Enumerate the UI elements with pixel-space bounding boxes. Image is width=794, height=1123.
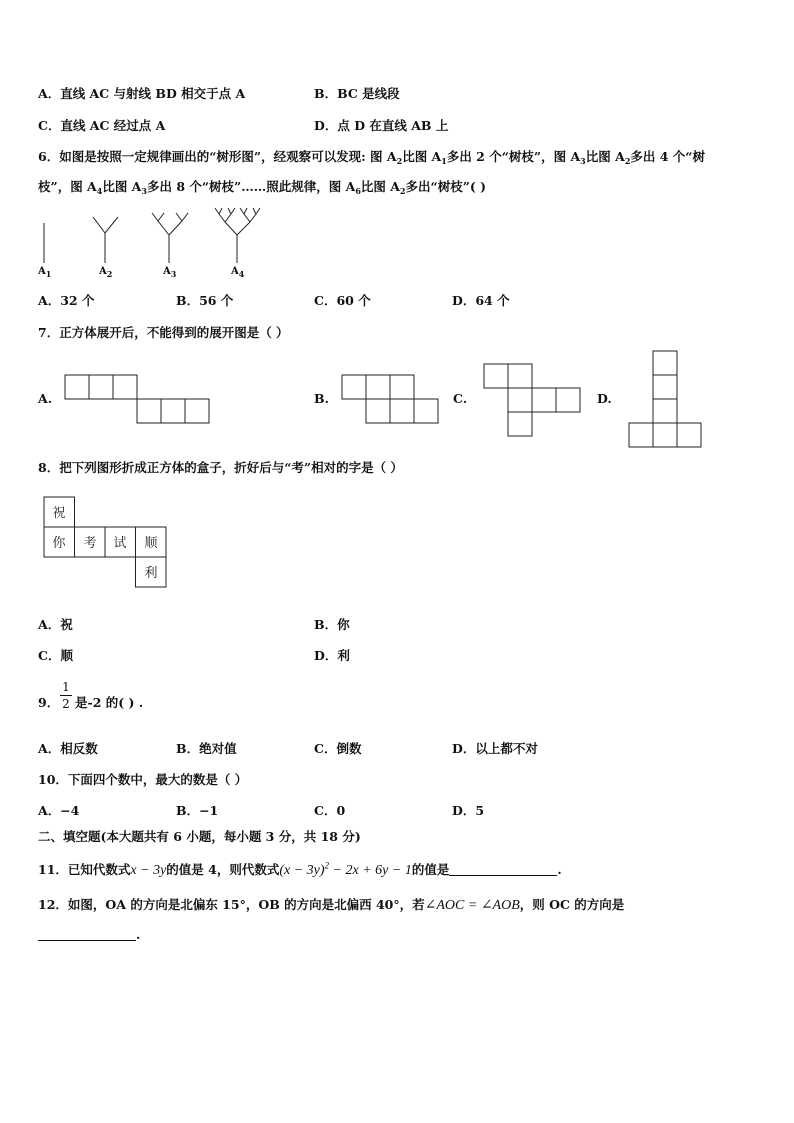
q8-cell-2: 考 [83,536,97,551]
q6-tree-figures [30,205,330,275]
q8-text: 8．把下列图形折成正方体的盒子，折好后与“考”相对的字是（ ） [38,460,403,475]
q12-expr: ∠AOC = ∠AOB [424,898,520,913]
q7-label-a: A. [38,391,53,406]
q8-option-d: D．利 [314,648,350,663]
section-2-heading: 二、填空题(本大题共有 6 小题，每小题 3 分，共 18 分) [38,829,361,844]
q6-option-b: B．56 个 [176,293,234,308]
q9-option-a: A．相反数 [38,741,98,756]
q6-option-a: A．32 个 [38,293,95,308]
q9-frac-numerator: 1 [62,680,70,694]
q8-cube-net [44,497,174,592]
q7-label-c: C. [453,391,468,406]
q6-option-d: D．64 个 [452,293,510,308]
q10-option-a: A．−4 [38,803,80,818]
q9-number: 9． [38,695,60,710]
q12-answer-blank[interactable] [38,928,136,941]
q8-option-b: B．你 [314,617,350,632]
q8-cell-4: 顺 [144,536,158,551]
q6-label-a1: $A_1$ [38,266,52,279]
q8-option-c: C．顺 [38,648,73,663]
q7-text: 7．正方体展开后，不能得到的展开图是（ ） [38,325,289,340]
q5-option-d: D．点 D 在直线 AB 上 [314,118,449,133]
q7-net-a [65,375,215,425]
q5-option-c: C．直线 AC 经过点 A [38,118,166,133]
q6-label-a2: $A_2$ [99,266,113,279]
q9-option-d: D．以上都不对 [452,741,538,756]
q11-line: 11．已知代数式x − 3y的值是 4，则代数式$(x - 3y)^2 - 2x + 6y - 1$的值是 . [38,860,562,878]
q8-cell-1: 你 [52,536,66,551]
q7-label-d: D. [597,391,612,406]
q11-answer-blank[interactable] [449,863,557,876]
q9-option-b: B．绝对值 [176,741,237,756]
q10-option-d: D．5 [452,803,485,818]
q8-cell-bottom: 利 [144,566,158,581]
q11-expr2: $(x - 3y)^2 - 2x + 6y - 1$ [279,860,412,878]
q5-option-b: B．BC 是线段 [314,86,400,101]
q8-option-a: A．祝 [38,617,73,632]
q9-frac-denominator: 2 [62,697,70,711]
q10-text: 10．下面四个数中，最大的数是（ ） [38,772,248,787]
q10-option-c: C．0 [314,803,346,818]
q8-cell-3: 试 [113,536,127,551]
q10-option-b: B．−1 [176,803,219,818]
q9-option-c: C．倒数 [314,741,362,756]
q6-option-c: C．60 个 [314,293,371,308]
q5-option-a: A．直线 AC 与射线 BD 相交于点 A [38,86,246,101]
q8-cell-top: 祝 [52,506,66,521]
q7-label-b: B. [314,391,329,406]
q9-frac-bar [60,695,72,696]
q12-answer-line: . [38,927,140,942]
q6-line1: 6．如图是按照一定规律画出的“树形图”，经观察可以发现: 图 $A_2$比图 $A_1$多出 2 个“树枝”，图 $A_3$比图 $A_2$多出 4 个“树 [38,149,705,166]
q6-line2: 枝”，图 $A_4$比图 $A_3$多出 8 个“树枝”……照此规律，图 $A_6$比图 $A_2$多出“树枝”( ) [38,179,487,196]
q6-label-a4: $A_4$ [231,266,245,279]
q7-net-b [342,375,442,425]
q9-fraction [60,680,72,711]
q9-text: 是-2 的( ) . [75,695,144,710]
q6-label-a3: $A_3$ [163,266,177,279]
q12-line: 12．如图，OA 的方向是北偏东 15°，OB 的方向是北偏西 40°，若∠AOC = ∠AOB，则 OC 的方向是 [38,897,625,913]
q7-net-d [629,351,704,451]
q11-expr1: x − 3y [130,863,167,878]
q7-net-c [484,364,584,439]
